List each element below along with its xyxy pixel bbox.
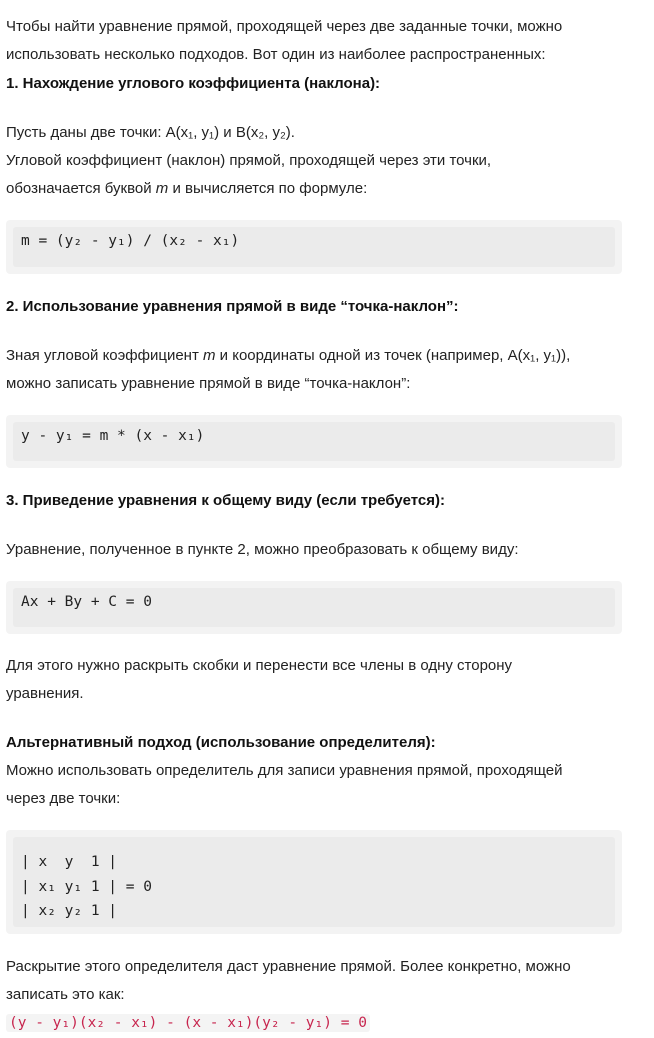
code-block-point-slope xyxy=(6,415,622,468)
code-block-general-form xyxy=(6,581,622,634)
alternative-text-line-1: Можно использовать определитель для записи уравнения прямой, проходящей xyxy=(6,762,563,779)
code-content xyxy=(13,837,615,927)
section-2-text-line-1 xyxy=(6,342,570,370)
code-content xyxy=(13,227,615,267)
text-fragment: обозначается буквой xyxy=(6,180,156,197)
alternative-after-line-2: записать это как: xyxy=(6,986,125,1003)
section-1-formula-intro xyxy=(6,175,367,203)
section-1-slope-text: Угловой коэффициент (наклон) прямой, проходящей через эти точки, xyxy=(6,152,492,169)
alternative-heading: Альтернативный подход (использование определителя): xyxy=(6,734,436,751)
text-fragment: Зная угловой коэффициент xyxy=(6,347,203,364)
text-fragment: и вычисляется по формуле: xyxy=(168,180,368,197)
section-2-text-line-2: можно записать уравнение прямой в виде “точка-наклон”: xyxy=(6,375,411,392)
inline-equation-line xyxy=(6,1009,370,1037)
code-line: y - y₁ = m * (x - x₁) xyxy=(21,428,205,444)
variable-m: m xyxy=(155,180,169,197)
intro-line-1: Чтобы найти уравнение прямой, проходящей через две заданные точки, можно xyxy=(6,18,563,35)
code-line: Ax + By + C = 0 xyxy=(21,594,152,610)
code-line: | x y 1 | xyxy=(21,854,118,870)
code-content xyxy=(13,422,615,461)
section-2-heading: 2. Использование уравнения прямой в виде “точка-наклон”: xyxy=(6,298,459,315)
code-line: m = (y₂ - y₁) / (x₂ - x₁) xyxy=(21,233,240,249)
intro-line-2: использовать несколько подходов. Вот один из наиболее распространенных: xyxy=(6,46,546,63)
text-fragment: и координаты одной из точек (например, A(x₁, y₁)), xyxy=(215,347,571,364)
section-1-heading: 1. Нахождение углового коэффициента (наклона): xyxy=(6,75,381,92)
inline-code-equation: (y - y₁)(x₂ - x₁) - (x - x₁)(y₂ - y₁) = 0 xyxy=(6,1014,370,1032)
code-line: | x₁ y₁ 1 | = 0 xyxy=(21,878,152,895)
code-block-slope-formula xyxy=(6,220,622,274)
alternative-after-line-1: Раскрытие этого определителя даст уравнение прямой. Более конкретно, можно xyxy=(6,958,571,975)
variable-m: m xyxy=(203,347,216,364)
section-1-points-text: Пусть даны две точки: A(x₁, y₁) и B(x₂, y₂). xyxy=(6,124,295,141)
section-3-after-line-2: уравнения. xyxy=(6,685,84,702)
code-content xyxy=(13,588,615,627)
section-3-heading: 3. Приведение уравнения к общему виду (если требуется): xyxy=(6,492,445,509)
code-block-determinant xyxy=(6,830,622,934)
section-3-after-line-1: Для этого нужно раскрыть скобки и перенести все члены в одну сторону xyxy=(6,657,513,674)
alternative-text-line-2: через две точки: xyxy=(6,790,121,807)
section-3-text: Уравнение, полученное в пункте 2, можно преобразовать к общему виду: xyxy=(6,541,519,558)
code-line: | x₂ y₂ 1 | xyxy=(21,903,118,919)
